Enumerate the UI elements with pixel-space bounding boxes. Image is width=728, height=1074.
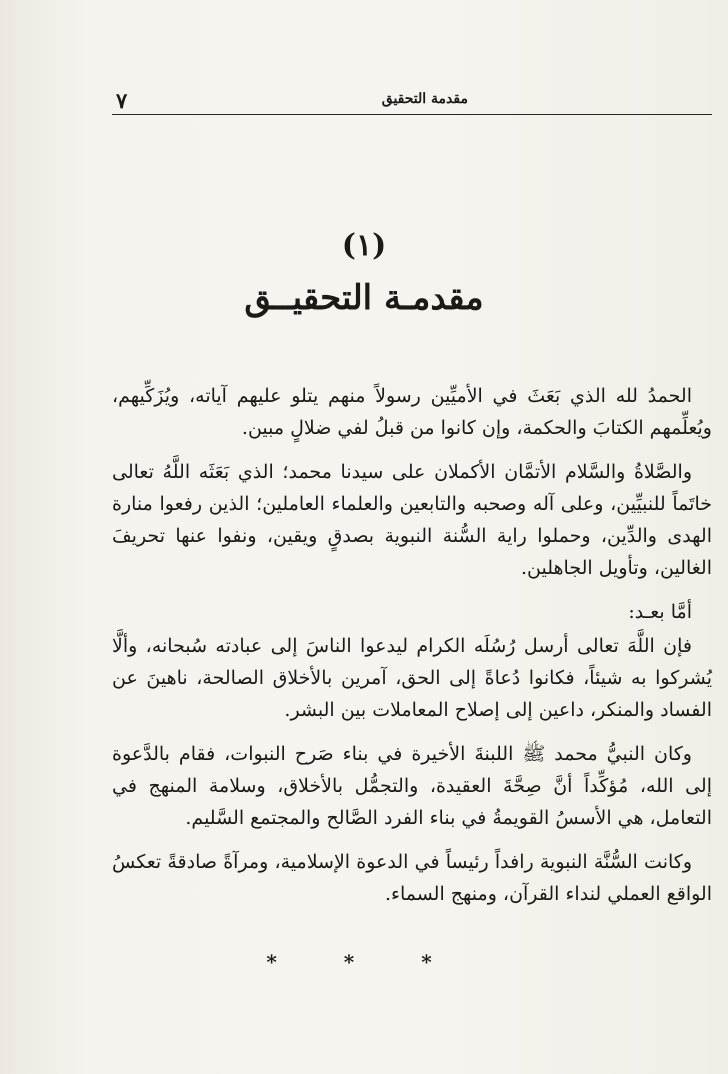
page-number: ٧: [116, 88, 128, 113]
running-title: مقدمة التحقيق: [381, 91, 468, 107]
paragraph-sunna: وكانت السُّنَّة النبوية رافداً رئيساً في الدعوة الإسلامية، ومرآةً صادقةً تعكسُ الواقع العملي لنداء القرآن، ومنهج السماء.: [112, 851, 712, 905]
section-separator: * * *: [266, 950, 462, 974]
paragraph-rusul: فإن اللَّهَ تعالى أرسل رُسُلَه الكرام ليدعوا الناسَ إلى عبادته سُبحانه، وألَّا يُشركوا به شيئاً، فكانوا دُعاةً إلى الحق، آمرين بالأخلاق الصالحة، ناهينَ عن الفساد والمنكر، داعين إلى إصلاح المعاملات بين البشر.: [112, 635, 712, 721]
running-header: [112, 88, 712, 115]
paragraph-hamd: الحمدُ لله الذي بَعَثَ في الأميِّين رسولاً منهم يتلو عليهم آياته، ويُزَكِّيهم، ويُعلِّمهم الكتابَ والحكمة، وإن كانوا من قبلُ لفي ضلالٍ مبين.: [112, 385, 712, 439]
paragraph-amma-bad: أمَّا بعـد:: [628, 601, 692, 623]
paragraph-salat: والصَّلاةُ والسَّلام الأتمَّان الأكملان على سيدنا محمد؛ الذي بَعَثَه اللَّهُ تعالى خاتَماً للنبيِّين، وعلى آله وصحبه والتابعين والعلماء العاملين؛ الذين رفعوا منارة الهدى والدِّين، وحملوا راية السُّنة النبوية بصدقٍ ويقين، ونفوا عنها تحريفَ الغالين، وتأويل الجاهلين.: [112, 461, 712, 579]
chapter-title: مقدمـة التحقيــق: [244, 278, 484, 318]
paragraph-nabi: وكان النبيُّ محمد ﷺ اللبنةَ الأخيرة في بناء صَرح النبوات، فقام بالدَّعوة إلى الله، مُؤكِّداً أنَّ صِحَّةَ العقيدة، والتجمُّل بالأخلاق، وسلامة المنهج في التعامل، هي الأسسُ القويمةُ في بناء الفرد الصَّالح والمجتمع السَّليم.: [112, 743, 712, 829]
body-text: [112, 380, 712, 922]
chapter-number: (١): [341, 228, 387, 263]
